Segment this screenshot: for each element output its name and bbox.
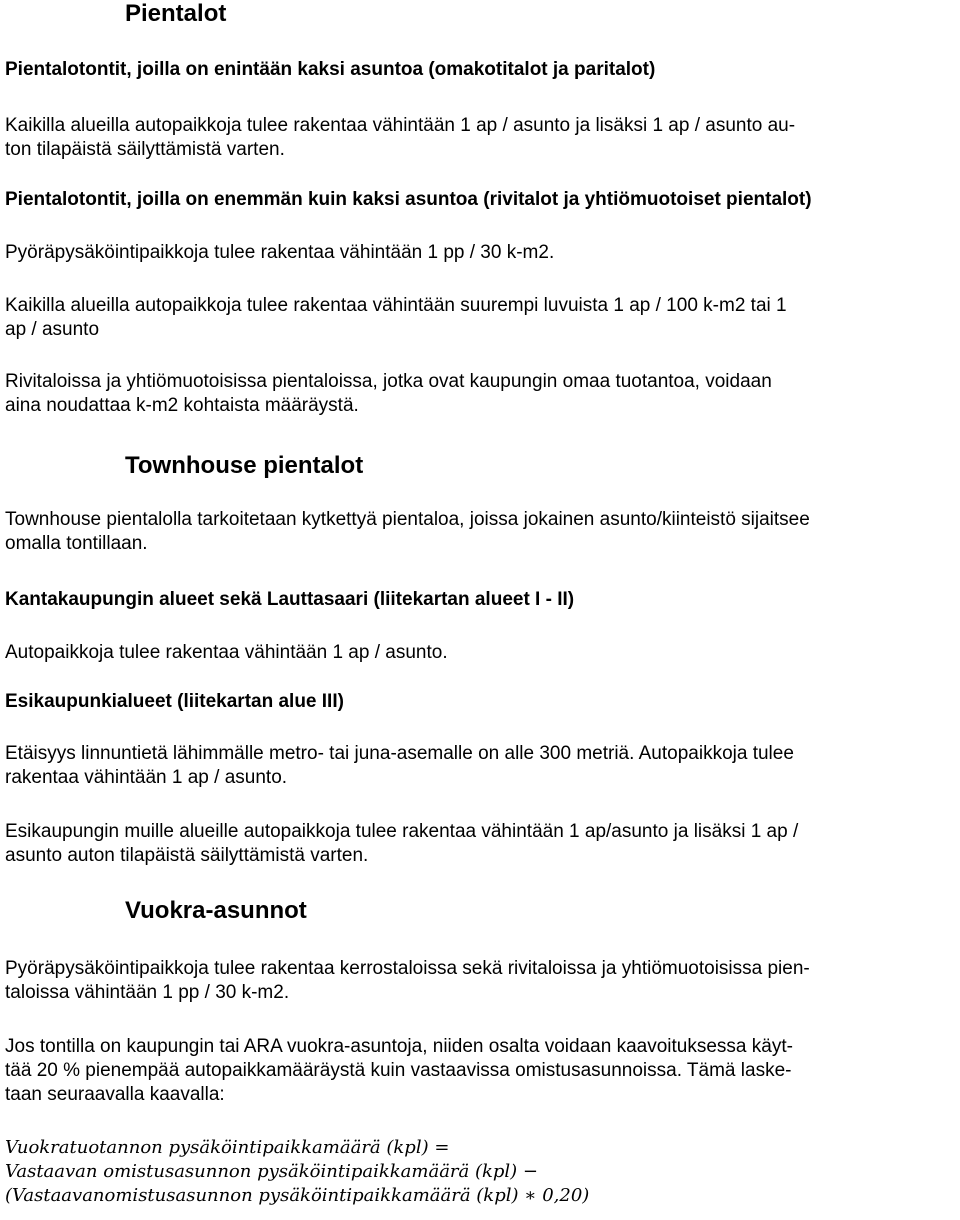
paragraph-line: Jos tontilla on kaupungin tai ARA vuokra-asuntoja, niiden osalta voidaan kaavoituksessa käyt-: [5, 1036, 793, 1057]
heading-esikaupunki: Esikaupunkialueet (liitekartan alue III): [5, 691, 344, 712]
paragraph-line: taan seuraavalla kaavalla:: [5, 1084, 225, 1105]
paragraph-line: ap / asunto: [5, 319, 100, 340]
paragraph-line: omalla tontillaan.: [5, 533, 148, 554]
formula-line: Vastaavan omistusasunnon pysäköintipaikkamäärä (kpl) −: [5, 1161, 539, 1182]
paragraph-rivitalo-bicycle: [5, 241, 953, 265]
paragraph-line: Autopaikkoja tulee rakentaa vähintään 1 ap / asunto.: [5, 642, 448, 663]
heading-rivitalot: Pientalotontit, joilla on enemmän kuin kaksi asuntoa (rivitalot ja yhtiömuotoiset pientalot): [5, 189, 812, 210]
paragraph-line: Rivitaloissa ja yhtiömuotoisissa pientaloissa, jotka ovat kaupungin omaa tuotantoa, voidaan: [5, 371, 772, 392]
paragraph-vuokra-reduction: [5, 1035, 953, 1107]
paragraph-line: Kaikilla alueilla autopaikkoja tulee rakentaa vähintään 1 ap / asunto ja lisäksi 1 ap / asunto au-: [5, 115, 796, 136]
paragraph-vuokra-bicycle: [5, 957, 953, 1005]
section-title-townhouse: Townhouse pientalot: [125, 452, 364, 479]
paragraph-line: Townhouse pientalolla tarkoitetaan kytkettyä pientaloa, joissa jokainen asunto/kiinteistö sijaitsee: [5, 509, 810, 530]
paragraph-line: Kaikilla alueilla autopaikkoja tulee rakentaa vähintään suurempi luvuista 1 ap / 100 k-m2 tai 1: [5, 295, 787, 316]
paragraph-line: asunto auton tilapäistä säilyttämistä varten.: [5, 845, 369, 866]
paragraph-rivitalo-parking: [5, 294, 953, 342]
paragraph-omakoti-parking: [5, 114, 953, 162]
section-title-pientalot: Pientalot: [125, 0, 227, 27]
paragraph-line: aina noudattaa k-m2 kohtaista määräystä.: [5, 395, 359, 416]
paragraph-kantakaupunki-parking: [5, 641, 953, 665]
paragraph-line: Esikaupungin muille alueille autopaikkoja tulee rakentaa vähintään 1 ap/asunto ja lisäksi 1 ap /: [5, 821, 799, 842]
paragraph-rivitalo-city: [5, 370, 953, 418]
heading-kantakaupunki: Kantakaupungin alueet sekä Lauttasaari (liitekartan alueet I - II): [5, 589, 575, 610]
section-title-vuokra: Vuokra-asunnot: [125, 897, 307, 924]
formula-line: (Vastaavanomistusasunnon pysäköintipaikkamäärä (kpl) ∗ 0,20): [5, 1185, 590, 1206]
paragraph-esikaupunki-station: [5, 742, 953, 790]
parking-formula: [5, 1136, 953, 1208]
formula-line: Vuokratuotannon pysäköintipaikkamäärä (kpl) =: [5, 1137, 450, 1158]
paragraph-line: Etäisyys linnuntietä lähimmälle metro- tai juna-asemalle on alle 300 metriä. Autopaikkoja tulee: [5, 743, 794, 764]
paragraph-esikaupunki-other: [5, 820, 953, 868]
paragraph-townhouse-definition: [5, 508, 953, 556]
paragraph-line: ton tilapäistä säilyttämistä varten.: [5, 139, 285, 160]
paragraph-line: Pyöräpysäköintipaikkoja tulee rakentaa vähintään 1 pp / 30 k-m2.: [5, 242, 555, 263]
paragraph-line: rakentaa vähintään 1 ap / asunto.: [5, 767, 288, 788]
paragraph-line: taloissa vähintään 1 pp / 30 k-m2.: [5, 982, 290, 1003]
paragraph-line: tää 20 % pienempää autopaikkamääräystä kuin vastaavissa omistusasunnoissa. Tämä laske-: [5, 1060, 792, 1081]
heading-omakotitalot: Pientalotontit, joilla on enintään kaksi asuntoa (omakotitalot ja paritalot): [5, 59, 656, 80]
paragraph-line: Pyöräpysäköintipaikkoja tulee rakentaa kerrostaloissa sekä rivitaloissa ja yhtiömuotoisissa pien-: [5, 958, 810, 979]
